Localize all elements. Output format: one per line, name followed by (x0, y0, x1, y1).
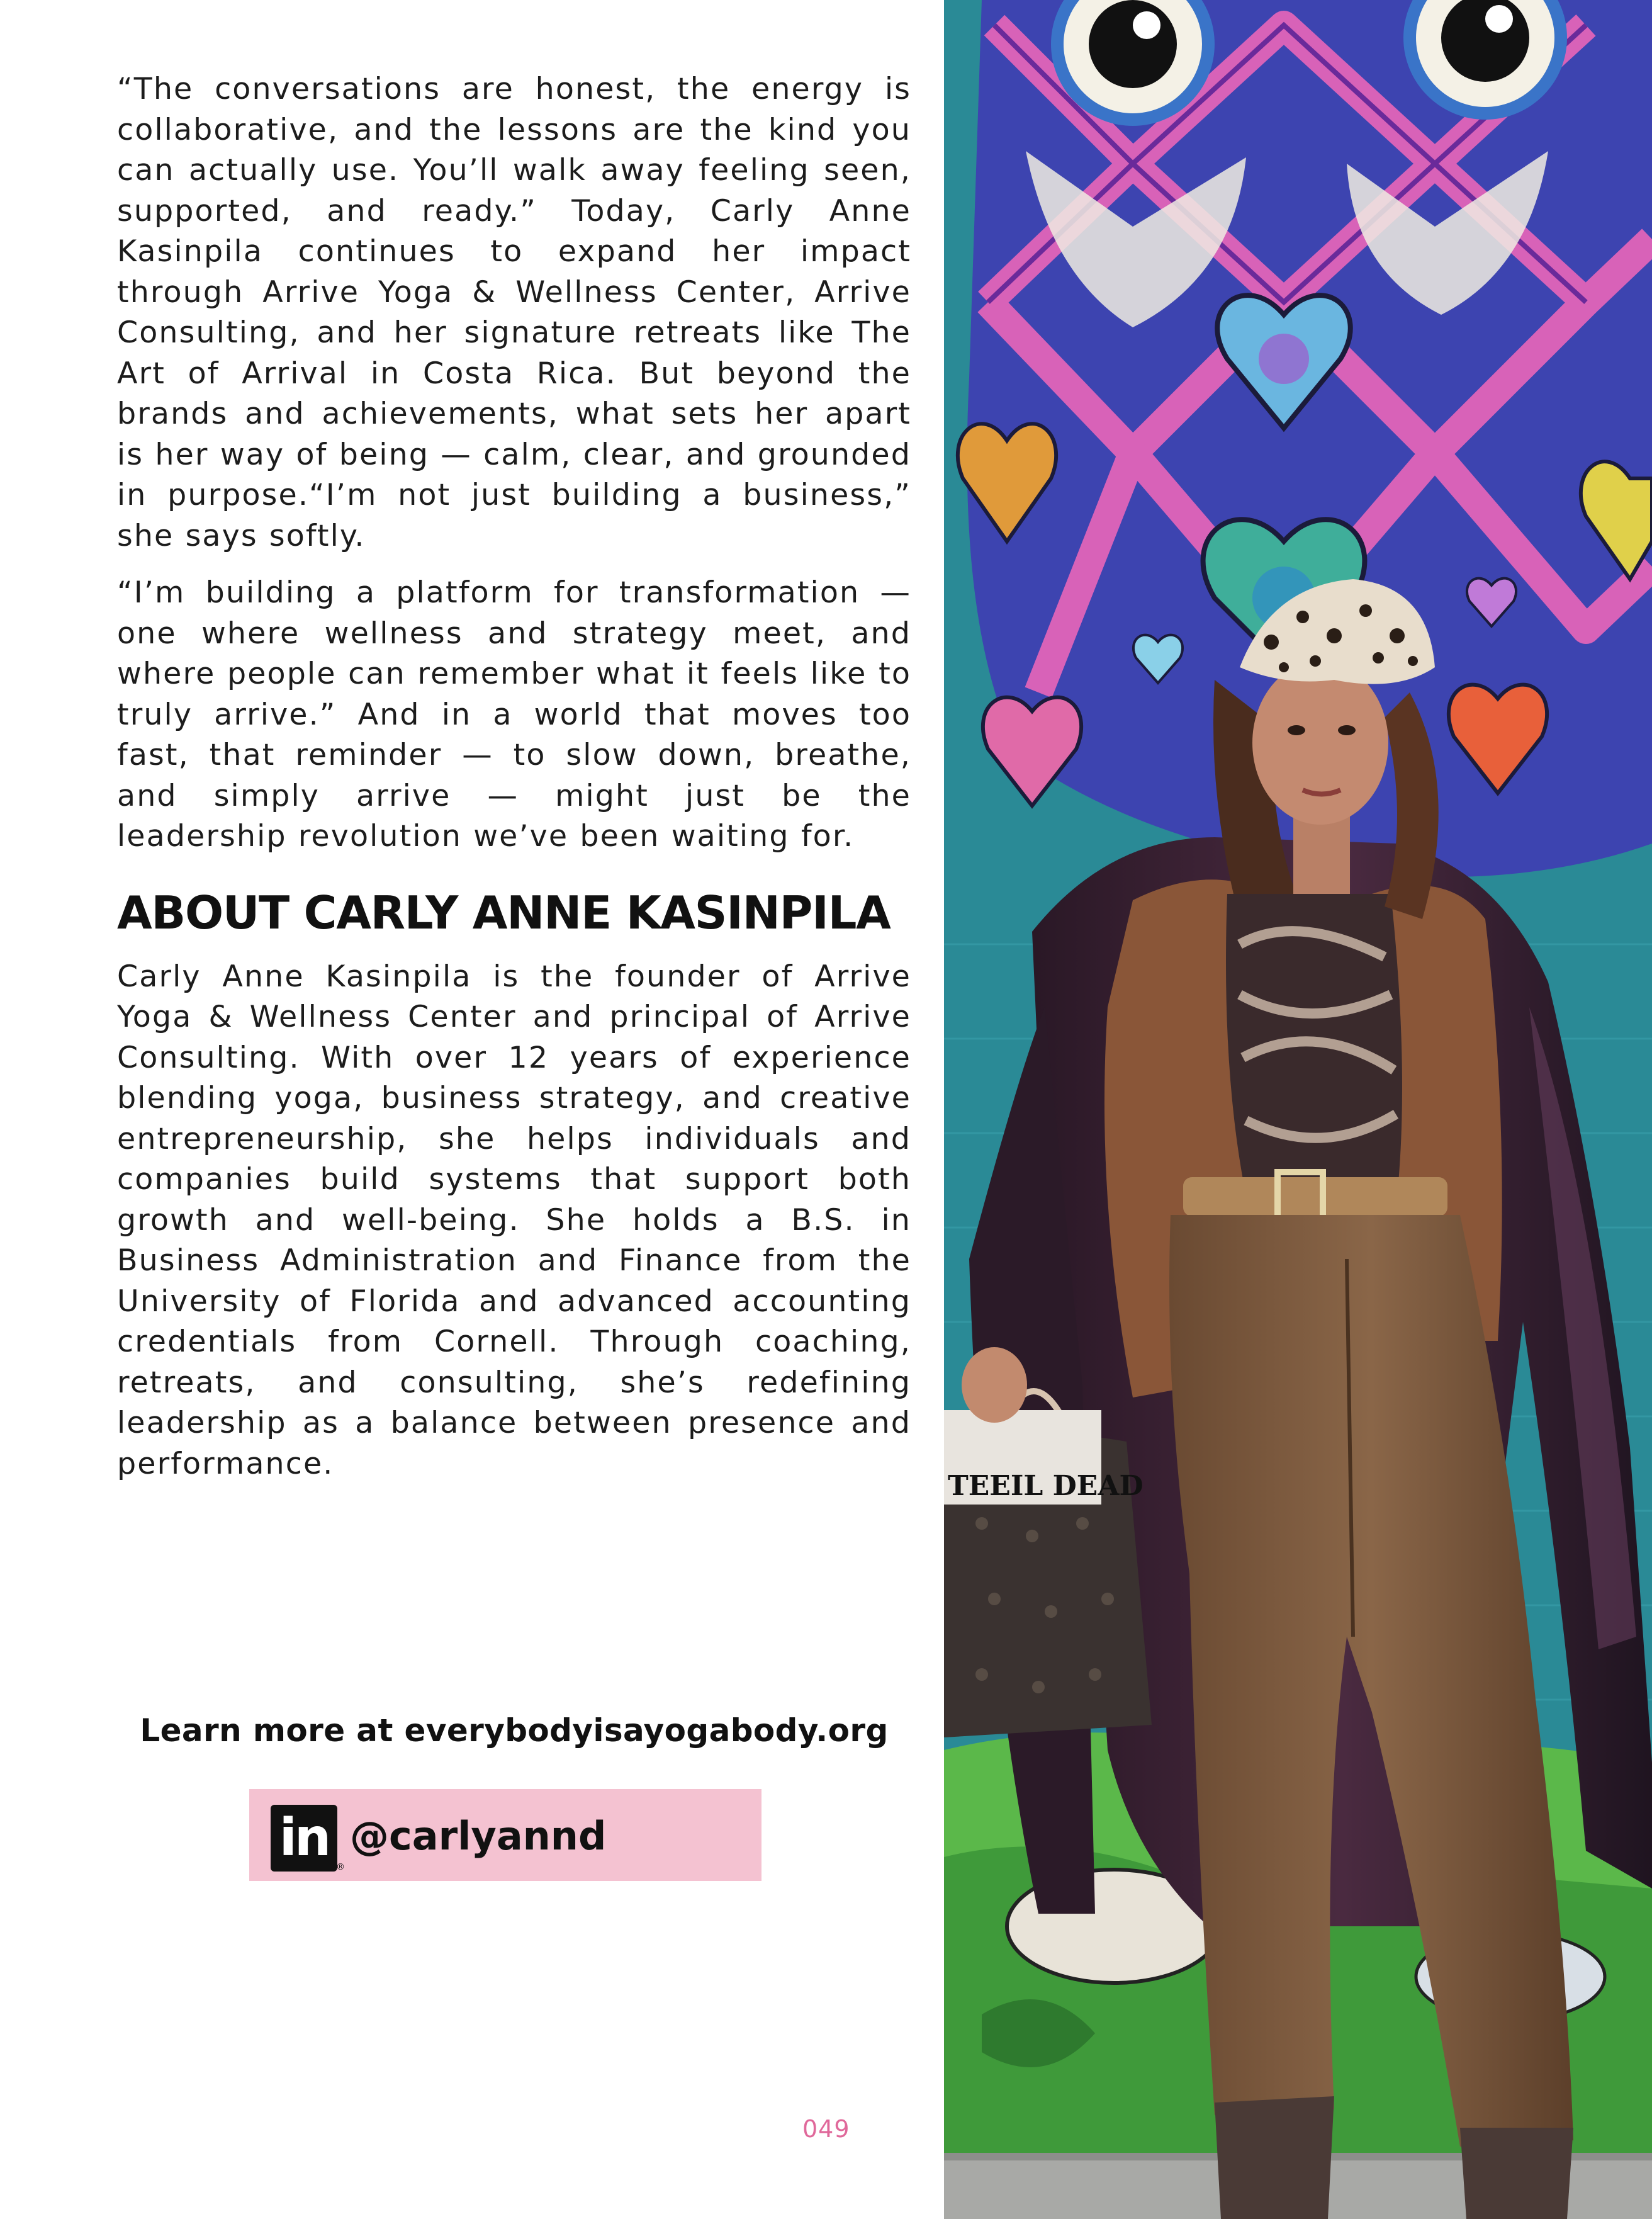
about-body: Carly Anne Kasinpila is the founder of Arrive Yoga & Wellness Center and principal of Arrive Consulting. With over 12 years of experience blending yoga, business strategy, and creative entrepreneurship, she helps individuals and companies build systems that support both growth and well-being. She holds a B.S. in Business Administration and Finance from the University of Florida and advanced accounting credentials from Cornell. Through coaching, retreats, and consulting, she’s redefining leadership as a balance between presence and performance. (117, 959, 911, 1481)
learn-more-link[interactable]: Learn more at everybodyisayogabody.org (140, 1712, 889, 1749)
about-heading: ABOUT CARLY ANNE KASINPILA (117, 886, 891, 939)
article-column (117, 69, 911, 1484)
registered-mark-icon: ® (336, 1862, 345, 1872)
social-handle: @carlyannd (350, 1813, 607, 1859)
article-paragraph-2: “I’m building a platform for transformation — one where wellness and strategy meet, and where people can remember what it feels like to truly arrive.” And in a world that moves too fast, that reminder — to slow down, breathe, and simply arrive — might just be the leadership revolution we’ve been waiting for. (117, 575, 911, 854)
boots (1215, 2096, 1334, 2219)
page-number: 049 (802, 2115, 850, 2143)
article-paragraph-1: “The conversations are honest, the energy is collaborative, and the lessons are the kind you can actually use. You’ll walk away feeling seen, supported, and ready.” Today, Carly Anne Kasinpila continues to expand her impact through Arrive Yoga & Wellness Center, Arrive Consulting, and her signature retreats like The Art of Arrival in Costa Rica. But beyond the brands and achievements, what sets her apart is her way of being — calm, clear, and grounded in purpose.“I’m not just building a business,” she says softly. (117, 72, 911, 553)
magazine-cover-text: TEEIL DEAD (948, 1470, 1143, 1502)
face (1252, 661, 1388, 825)
portrait-photo (944, 0, 1652, 2219)
social-handle-box[interactable] (249, 1789, 761, 1881)
belt (1183, 1177, 1447, 1216)
linkedin-icon: in (271, 1805, 337, 1872)
hand (962, 1347, 1027, 1423)
